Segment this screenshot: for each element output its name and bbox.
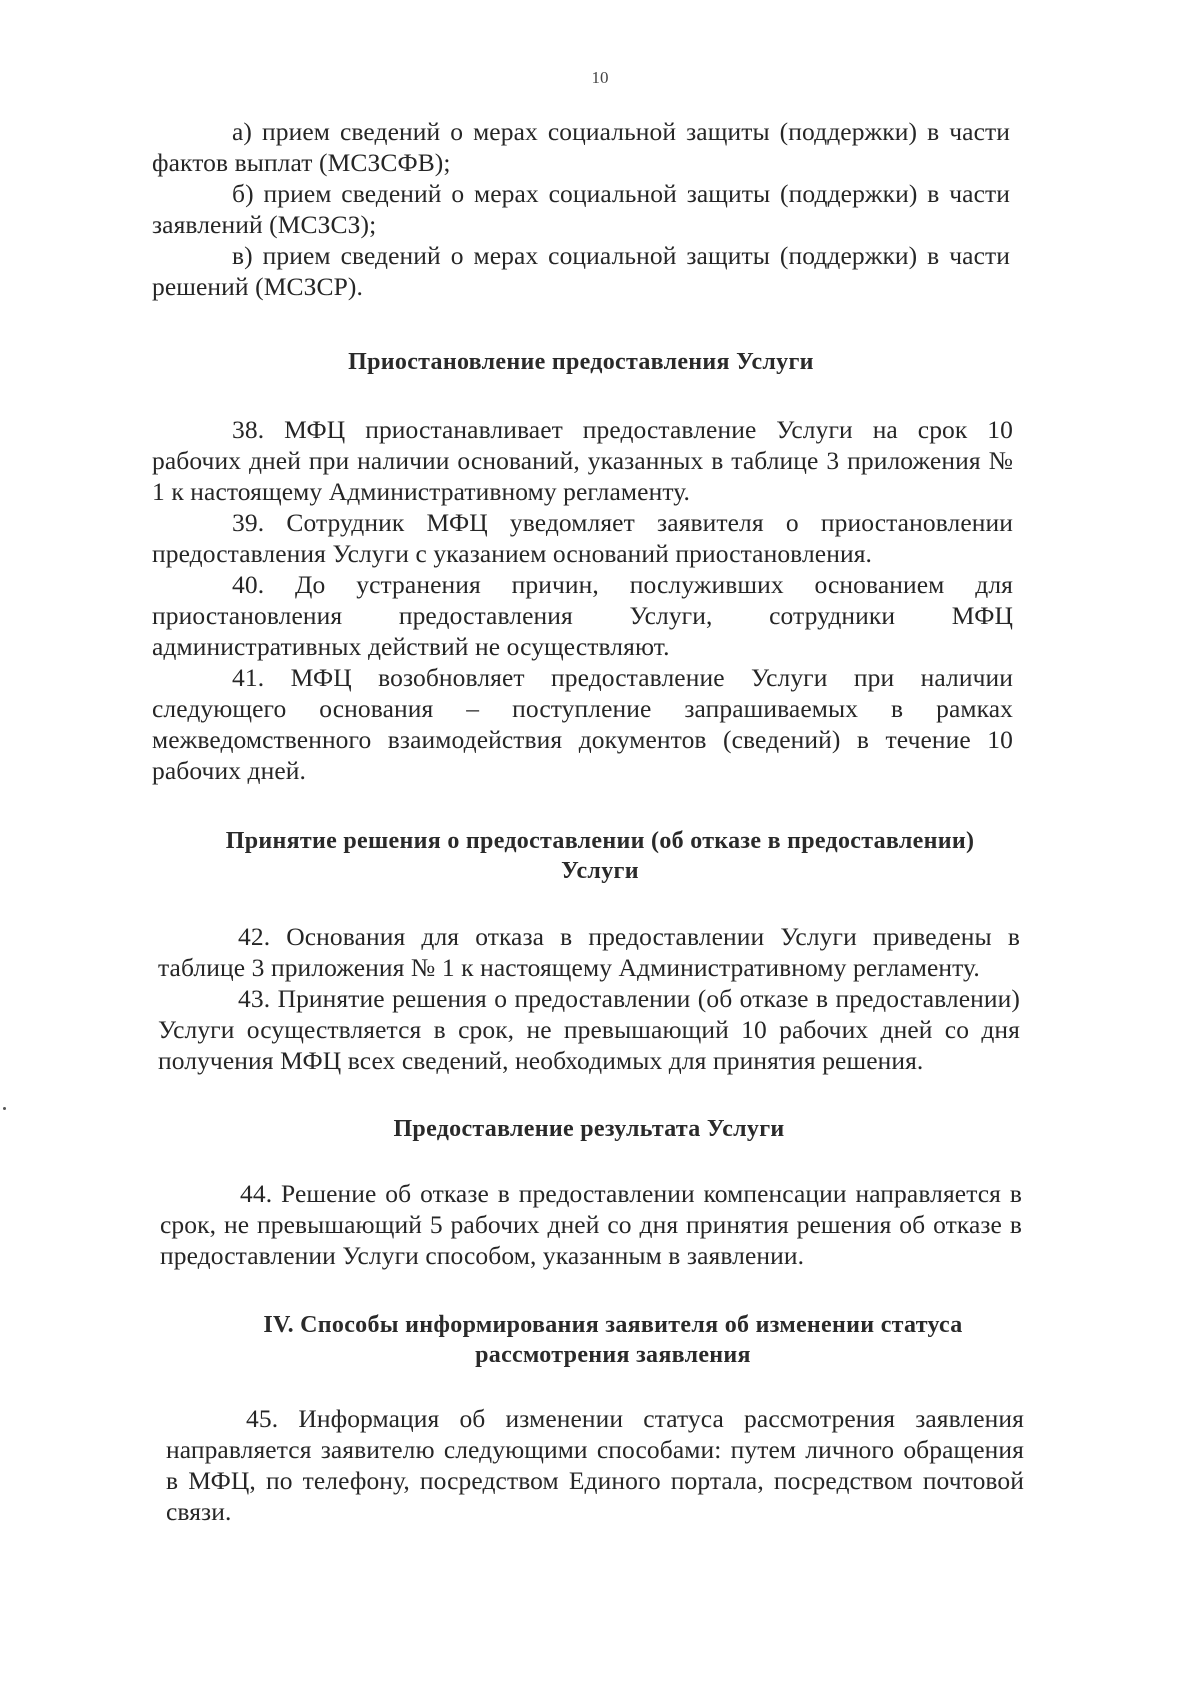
heading-text: Предоставление результата Услуги [393, 1116, 785, 1142]
paragraph-40: 40. До устранения причин, послуживших основанием для приостановления предоставления Услуги, сотрудники МФЦ административных действий не осуществляют. [152, 570, 1013, 661]
heading-line: Принятие решения о предоставлении (об отказе в предоставлении) [225, 828, 975, 854]
section-heading-notify [196, 1310, 1030, 1370]
section-heading-result [158, 1114, 1020, 1144]
suspension-block [152, 414, 1013, 786]
result-block [160, 1178, 1022, 1271]
list-item: а) прием сведений о мерах социальной защиты (поддержки) в части фактов выплат (МСЗСФВ); [152, 117, 1010, 177]
scan-speck [3, 1107, 6, 1110]
list-item: б) прием сведений о мерах социальной защиты (поддержки) в части заявлений (МСЗСЗ); [152, 179, 1010, 239]
paragraph-42: 42. Основания для отказа в предоставлении Услуги приведены в таблице 3 приложения № 1 к настоящему Административному регламенту. [158, 922, 1020, 982]
list-block [152, 116, 1010, 302]
section-heading-suspension [152, 347, 1010, 377]
paragraph-45: 45. Информация об изменении статуса рассмотрения заявления направляется заявителю следующими способами: путем личного обращения в МФЦ, по телефону, посредством Единого портала, посредством почтовой связи. [166, 1404, 1024, 1526]
notify-block [166, 1403, 1024, 1527]
decision-block [158, 921, 1020, 1076]
heading-line: IV. Способы информирования заявителя об изменении статуса [263, 1312, 963, 1338]
paragraph-41: 41. МФЦ возобновляет предоставление Услуги при наличии следующего основания – поступление запрашиваемых в рамках межведомственного взаимодействия документов (сведений) в течение 10 рабочих дней. [152, 663, 1013, 785]
heading-line: рассмотрения заявления [475, 1342, 751, 1368]
paragraph-39: 39. Сотрудник МФЦ уведомляет заявителя о приостановлении предоставления Услуги с указанием оснований приостановления. [152, 508, 1013, 568]
heading-line: Услуги [561, 858, 639, 884]
paragraph-38: 38. МФЦ приостанавливает предоставление Услуги на срок 10 рабочих дней при наличии оснований, указанных в таблице 3 приложения № 1 к настоящему Административному регламенту. [152, 415, 1013, 506]
list-item: в) прием сведений о мерах социальной защиты (поддержки) в части решений (МСЗСР). [152, 241, 1010, 301]
page-number: 10 [591, 68, 609, 87]
heading-text: Приостановление предоставления Услуги [348, 349, 814, 375]
paragraph-44: 44. Решение об отказе в предоставлении компенсации направляется в срок, не превышающий 5 рабочих дней со дня принятия решения об отказе в предоставлении Услуги способом, указанным в заявлении. [160, 1179, 1022, 1270]
section-heading-decision [150, 826, 1050, 886]
paragraph-43: 43. Принятие решения о предоставлении (об отказе в предоставлении) Услуги осуществляется в срок, не превышающий 10 рабочих дней со дня получения МФЦ всех сведений, необходимых для принятия решения. [158, 984, 1020, 1075]
